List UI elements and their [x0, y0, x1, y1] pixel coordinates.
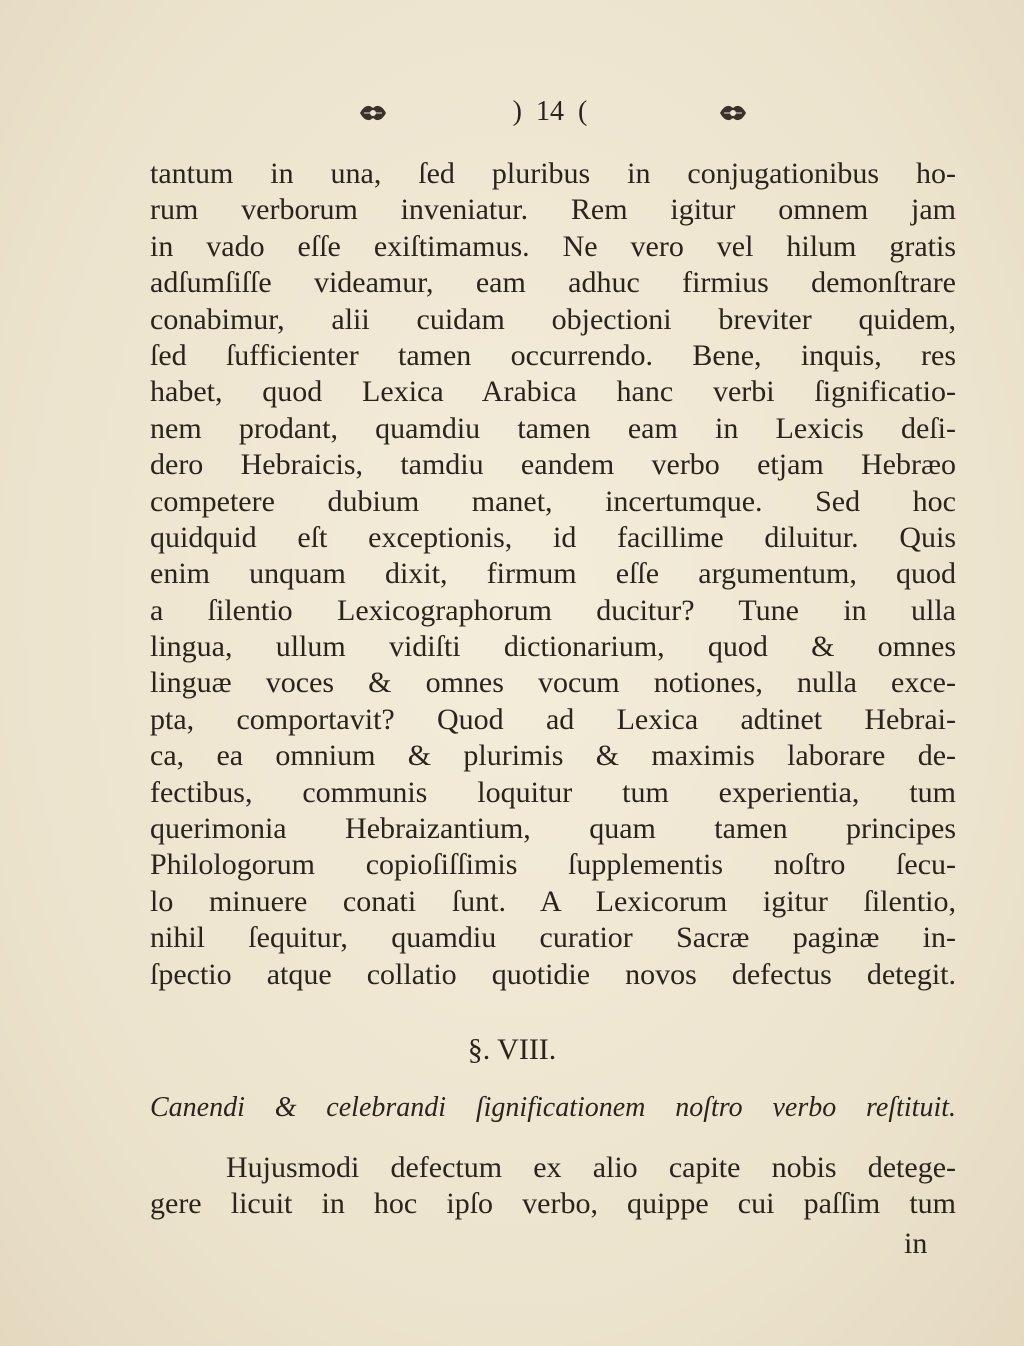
- section-heading: §. VIII.: [467, 1033, 557, 1066]
- second-text-block: [150, 1150, 956, 1223]
- text-line: querimonia Hebraizantium, quam tamen principes: [150, 812, 956, 846]
- catchword: in: [904, 1227, 928, 1260]
- text-line: nihil ſequitur, quamdiu curatior Sacræ paginæ in-: [150, 921, 956, 955]
- text-line: gere licuit in hoc ipſo verbo, quippe cui paſſim tum: [150, 1187, 956, 1221]
- text-line: Philologorum copioſiſſimis ſupplementis noſtro ſecu-: [150, 848, 956, 882]
- text-line: adſumſiſſe videamur, eam adhuc firmius demonſtrare: [150, 266, 956, 300]
- text-line: a ſilentio Lexicographorum ducitur? Tune in ulla: [150, 593, 956, 627]
- text-line: competere dubium manet, incertumque. Sed hoc: [150, 484, 956, 518]
- ornamental-vignette-icon: [358, 100, 388, 126]
- text-line: lingua, ullum vidiſti dictionarium, quod & omnes: [150, 630, 956, 664]
- text-line: enim unquam dixit, firmum eſſe argumentum, quod: [150, 557, 956, 591]
- text-line: lo minuere conati ſunt. A Lexicorum igitur ſilentio,: [150, 884, 956, 918]
- text-line: fectibus, communis loquitur tum experientia, tum: [150, 775, 956, 809]
- section-summary: Canendi & celebrandi ſignificationem noſtro verbo reſtituit.: [150, 1092, 956, 1123]
- text-line: conabimur, alii cuidam objectioni breviter quidem,: [150, 302, 956, 336]
- text-line: tantum in una, ſed pluribus in conjugationibus ho-: [150, 157, 956, 190]
- ornamental-vignette-icon: [718, 100, 748, 126]
- running-header: [0, 96, 1024, 136]
- text-line: habet, quod Lexica Arabica hanc verbi ſignificatio-: [150, 375, 956, 409]
- text-line: ſpectio atque collatio quotidie novos defectus detegit.: [150, 957, 956, 991]
- text-line: pta, comportavit? Quod ad Lexica adtinet Hebrai-: [150, 702, 956, 736]
- text-line: rum verborum inveniatur. Rem igitur omnem jam: [150, 193, 956, 227]
- page-number: ) 14 (: [512, 96, 588, 127]
- text-line: Hujusmodi defectum ex alio capite nobis detege-: [226, 1151, 956, 1184]
- text-line: nem prodant, quamdiu tamen eam in Lexicis deſi-: [150, 411, 956, 445]
- text-line: dero Hebraicis, tamdiu eandem verbo etjam Hebræo: [150, 448, 956, 482]
- text-line: ca, ea omnium & plurimis & maximis laborare de-: [150, 739, 956, 773]
- text-line: ſed ſufficienter tamen occurrendo. Bene, inquis, res: [150, 338, 956, 372]
- text-line: in vado eſſe exiſtimamus. Ne vero vel hilum gratis: [150, 229, 956, 263]
- main-text-block: [150, 156, 956, 993]
- text-line: quidquid eſt exceptionis, id facillime diluitur. Quis: [150, 520, 956, 554]
- text-line: linguæ voces & omnes vocum notiones, nulla exce-: [150, 666, 956, 700]
